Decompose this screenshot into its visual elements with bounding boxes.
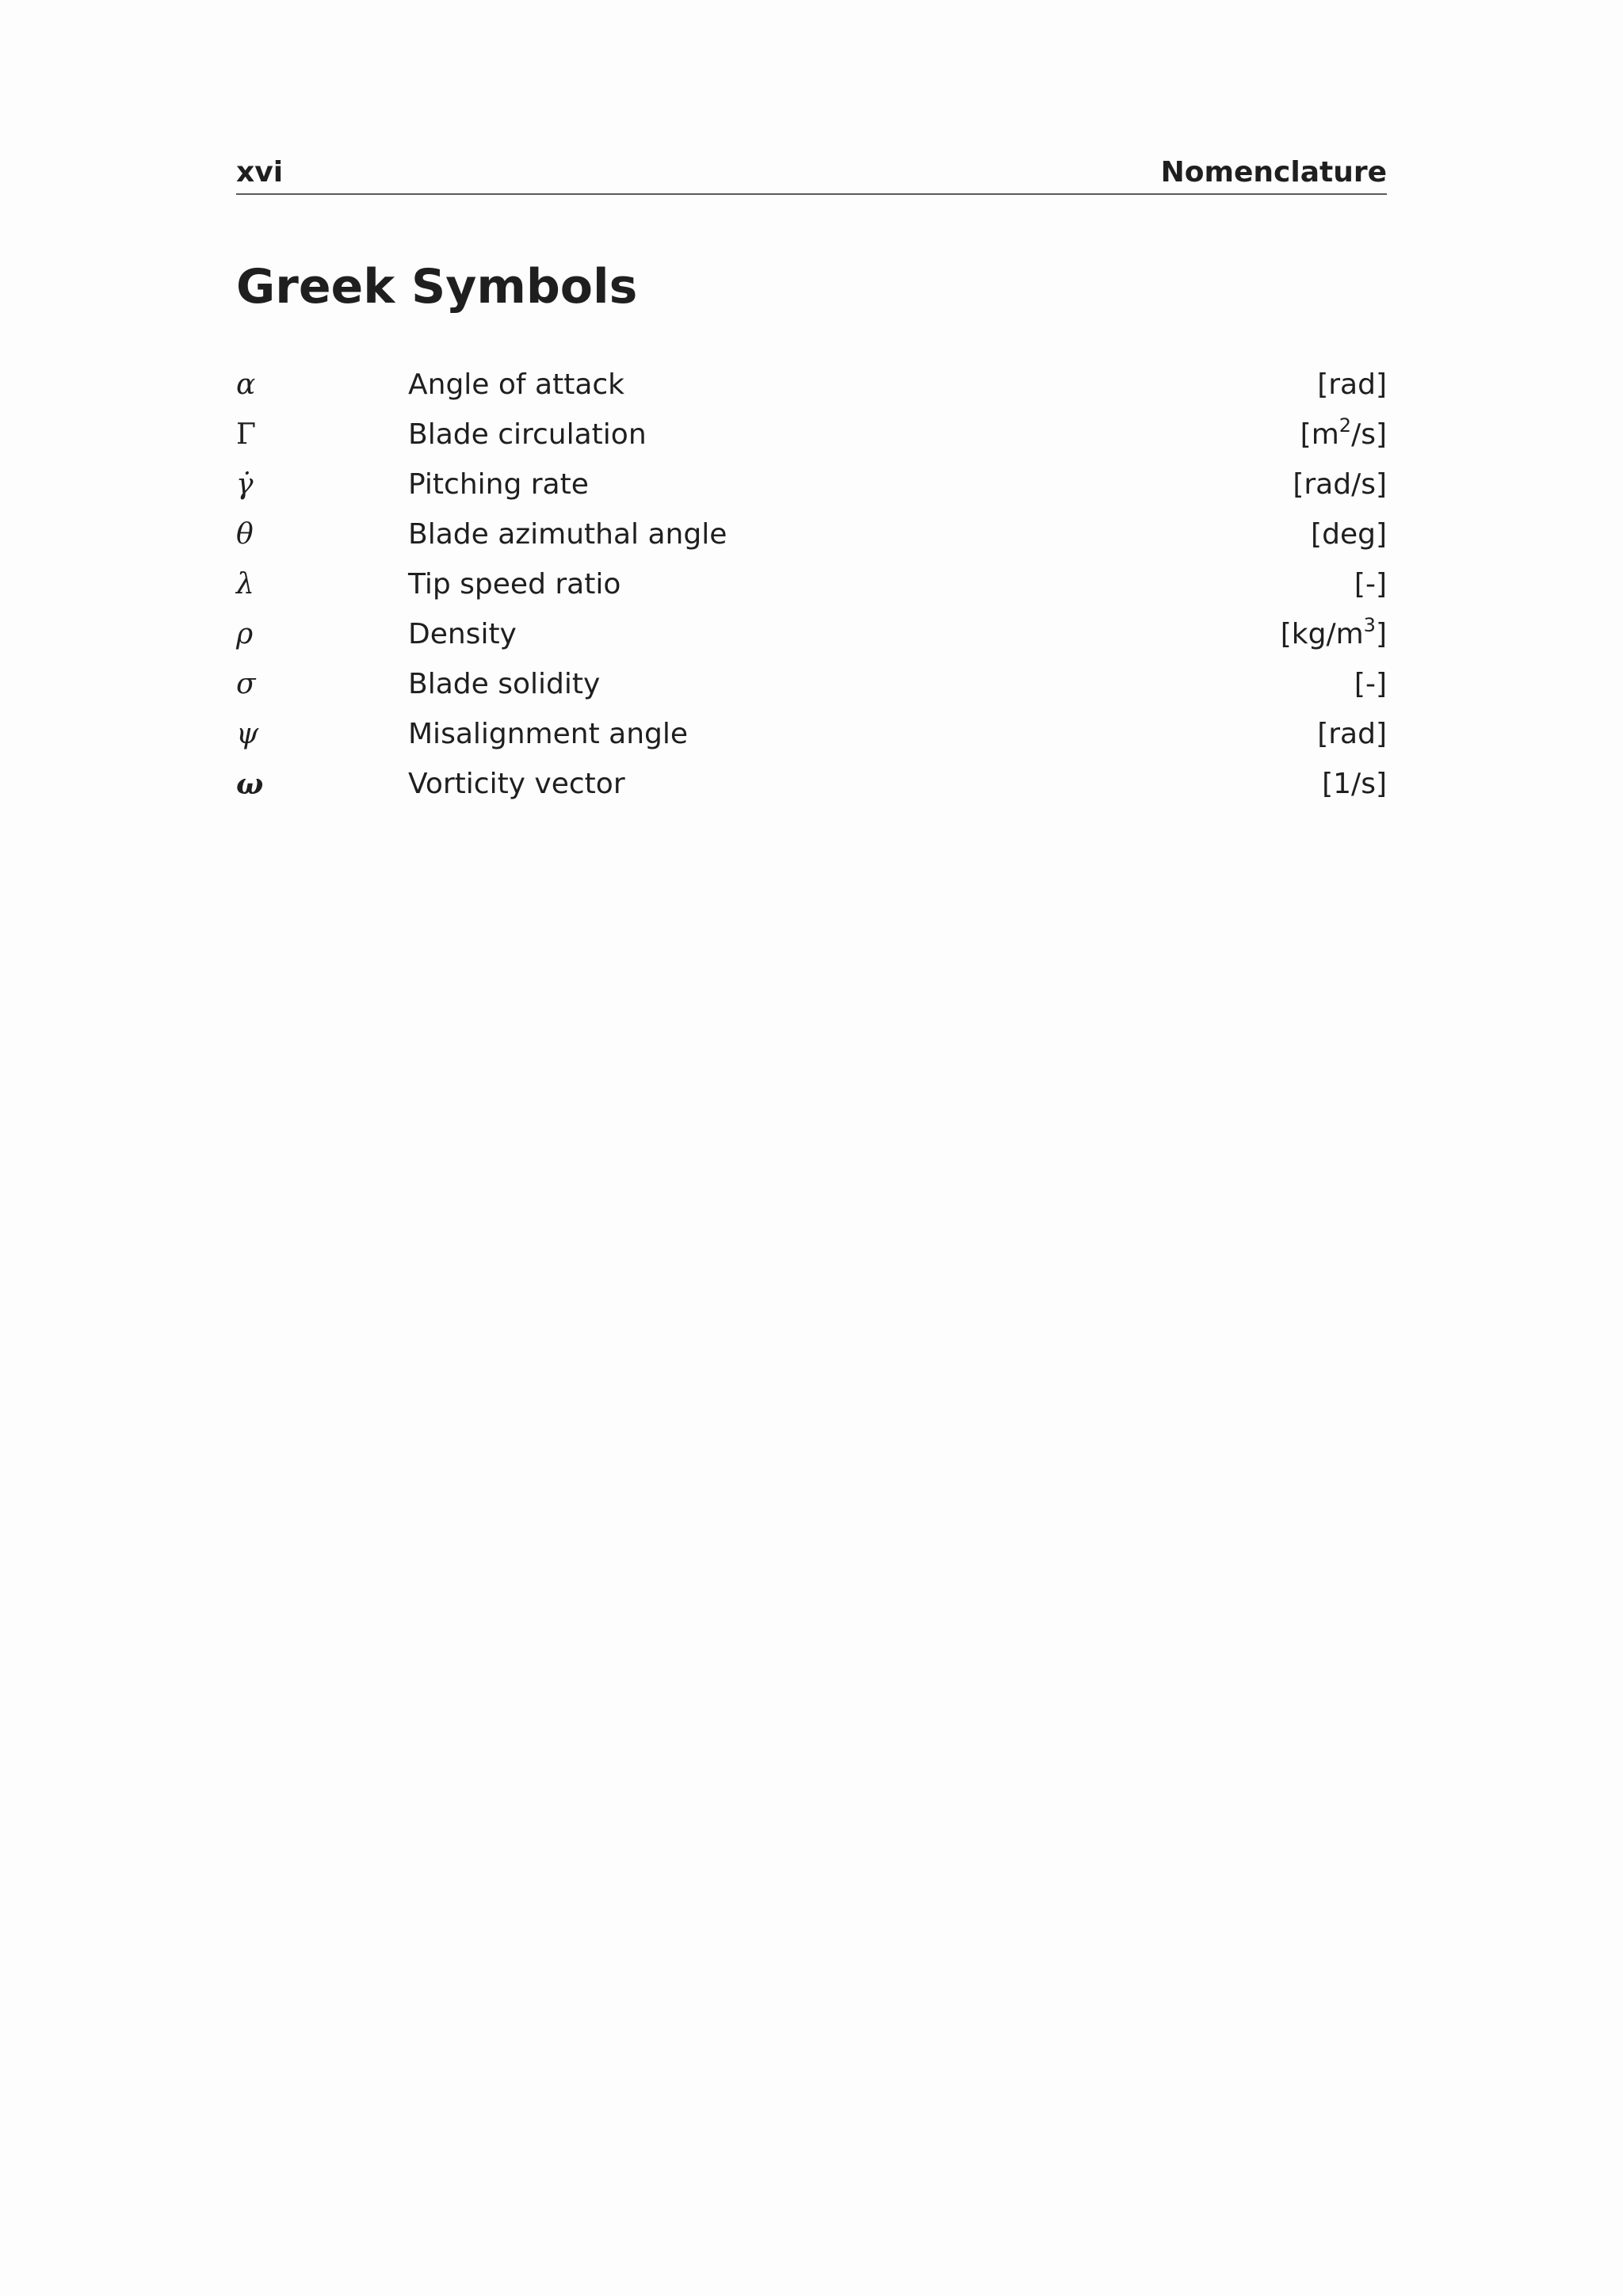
symbol-unit: [-] [1354, 668, 1387, 700]
symbol: ω [236, 768, 264, 801]
symbol: θ [236, 518, 254, 551]
symbol-unit [1300, 413, 1387, 457]
symbol-unit: [rad/s] [1293, 468, 1387, 501]
symbol-row-omega [236, 762, 1387, 812]
unit-exponent: 2 [1338, 414, 1352, 437]
symbol-description: Misalignment angle [408, 718, 689, 750]
symbol-row-lambda [236, 563, 1387, 612]
symbol-description: Blade azimuthal angle [408, 518, 727, 551]
unit-exponent: 3 [1363, 614, 1376, 636]
running-title: Nomenclature [1160, 156, 1387, 189]
symbol-row-gamma-dot [236, 463, 1387, 513]
symbol: ψ [236, 718, 259, 750]
symbol-description: Vorticity vector [408, 768, 625, 800]
page-header [236, 155, 1387, 195]
section-title: Greek Symbols [236, 259, 638, 315]
symbol-description: Blade circulation [408, 418, 647, 451]
symbol-row-alpha [236, 363, 1387, 413]
symbol-unit: [rad] [1317, 368, 1387, 401]
symbol: γ̇ [236, 468, 254, 501]
symbol-description: Density [408, 618, 517, 650]
symbol-description: Pitching rate [408, 468, 589, 501]
symbol-unit [1281, 612, 1387, 657]
symbol: α [236, 368, 256, 401]
symbol-row-gamma-upper [236, 413, 1387, 463]
symbol-row-sigma [236, 662, 1387, 712]
unit-base: [m [1300, 418, 1339, 451]
symbol-description: Angle of attack [408, 368, 625, 401]
unit-suffix: /s] [1351, 418, 1387, 451]
symbol-description: Tip speed ratio [408, 568, 621, 601]
symbol-row-psi [236, 712, 1387, 762]
symbol-row-rho [236, 612, 1387, 662]
symbol-unit: [1/s] [1322, 768, 1387, 800]
symbol: ρ [236, 618, 254, 650]
page-number: xvi [236, 156, 284, 189]
symbol-list [236, 363, 1387, 812]
symbol: σ [236, 668, 256, 700]
symbol-unit: [deg] [1311, 518, 1387, 551]
symbol-unit: [rad] [1317, 718, 1387, 750]
symbol: Γ [236, 418, 256, 451]
symbol-description: Blade solidity [408, 668, 601, 700]
unit-suffix: ] [1375, 618, 1387, 650]
symbol-unit: [-] [1354, 568, 1387, 601]
symbol-row-theta [236, 513, 1387, 563]
unit-base: [kg/m [1280, 618, 1364, 650]
symbol: λ [236, 568, 254, 601]
